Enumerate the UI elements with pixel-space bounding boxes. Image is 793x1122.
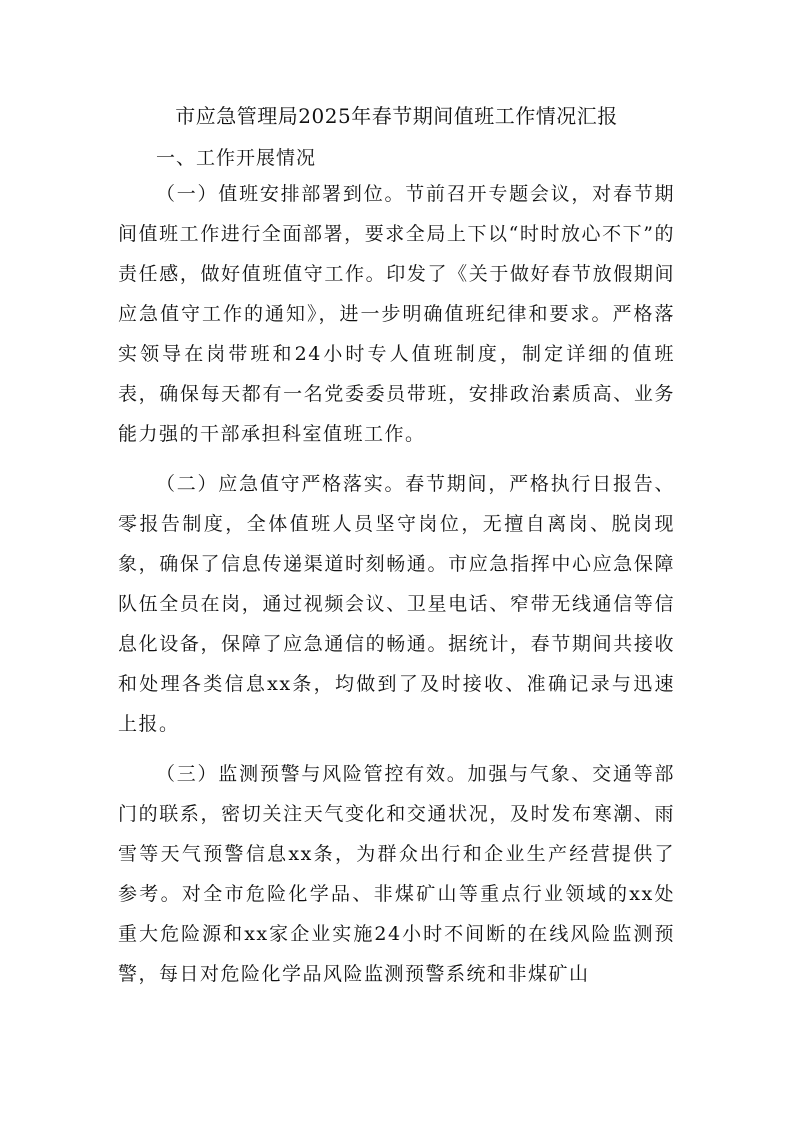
paragraph-duty-arrangement: （一）值班安排部署到位。节前召开专题会议，对春节期间值班工作进行全面部署，要求全局上下以“时时放心不下”的责任感，做好值班值守工作。印发了《关于做好春节放假期间应急值守工作的通知》，进一步明确值班纪律和要求。严格落实领导在岗带班和24小时专人值班制度，制定详细的值班表，确保每天都有一名党委委员带班，安排政治素质高、业务能力强的干部承担科室值班工作。: [118, 183, 675, 445]
section-heading: 一、工作开展情况: [156, 147, 317, 169]
document-body: [118, 174, 675, 994]
document-title: 市应急管理局2025年春节期间值班工作情况汇报: [175, 104, 618, 128]
paragraph-emergency-duty: （二）应急值守严格落实。春节期间，严格执行日报告、零报告制度，全体值班人员坚守岗位，无擅自离岗、脱岗现象，确保了信息传递渠道时刻畅通。市应急指挥中心应急保障队伍全员在岗，通过视频会议、卫星电话、窄带无线通信等信息化设备，保障了应急通信的畅通。据统计，春节期间共接收和处理各类信息xx条，均做到了及时接收、准确记录与迅速上报。: [118, 473, 675, 735]
paragraph-monitoring-warning: （三）监测预警与风险管控有效。加强与气象、交通等部门的联系，密切关注天气变化和交通状况，及时发布寒潮、雨雪等天气预警信息xx条，为群众出行和企业生产经营提供了参考。对全市危险化学品、非煤矿山等重点行业领域的xx处重大危险源和xx家企业实施24小时不间断的在线风险监测预警，每日对危险化学品风险监测预警系统和非煤矿山: [118, 763, 675, 985]
